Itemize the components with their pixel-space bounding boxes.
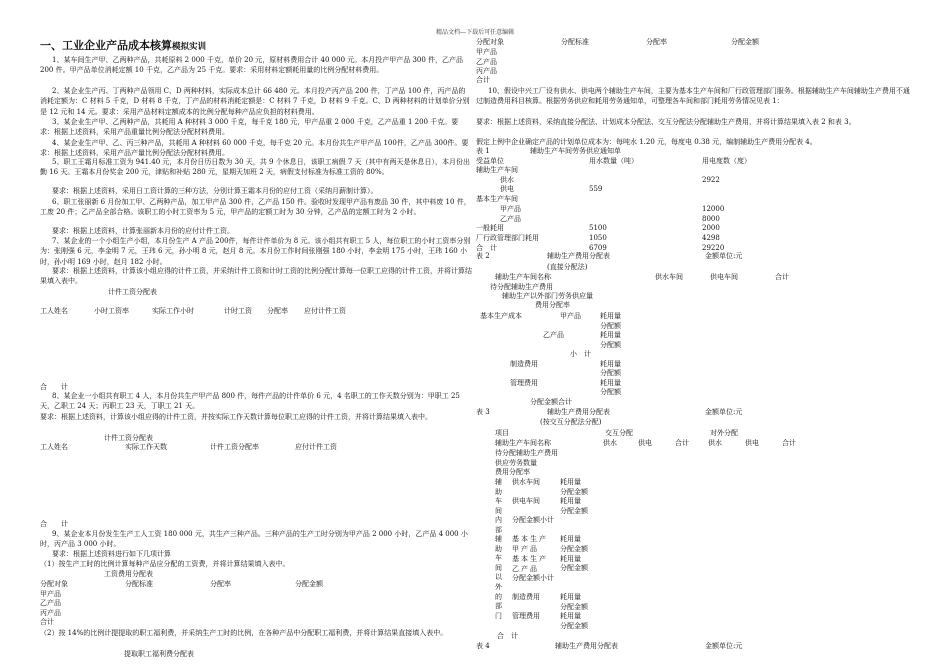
r-table3-elec-used: 耗用量: [560, 497, 581, 505]
r-table2-mgmt: 管理费用: [510, 379, 538, 387]
r-table2-h-total: 合计: [775, 273, 789, 281]
r-table3-water-shop: 供水车间: [512, 478, 540, 486]
r-table3-r3: 费用分配率: [495, 468, 530, 476]
r-table3-baseB-char: 产: [539, 555, 546, 563]
r-table3-baseB-char: 品: [530, 565, 537, 573]
r-table3-inter-char: 辅: [495, 478, 502, 486]
r-table4-title: 辅助生产费用分配表: [555, 642, 618, 650]
table4-title: 提取职工福利费分配表: [124, 650, 194, 658]
r-table3-ext-char: 辅: [495, 535, 502, 543]
r-table3-h-total1: 合计: [675, 439, 689, 447]
r-table2-mfg-used: 耗用量: [600, 360, 621, 368]
rtop-row-a: 甲产品: [476, 48, 497, 56]
r-table3-baseA-char: 生: [530, 535, 537, 543]
problem-6: 6、职工张丽新 6 月份加工甲、乙两种产品，加工甲产品 300 件，乙产品 150 件。验收时发现甲产品有废品 30 件，其中料废 10 件，工废 20 件；乙产品全部合格。该职工的小时工资率为 5 元，甲产品的定额工时为 30 分钟，乙产品的定额工时为 2 小时。: [40, 198, 471, 217]
problem-5: 5、职工王霜月标准工资为 941.40 元，本月份日历日数为 30 天，共 9 个休息日，该职工病假 7 天（其中有两天是休息日），本月份出勤 16 天。王霜本月份奖金 200 元，津贴和补贴 280 元，星期天加班 2 天，病假支付标准为标准工资的 80%。: [40, 158, 471, 177]
problem-9-requirement: 要求：根据上述资料进行如下几项计算: [52, 550, 171, 558]
r-table3-unit: 金额单位:元: [705, 408, 743, 416]
r-table2-subtotal: 小 计: [570, 350, 591, 358]
table2-header-days: 实际工作天数: [125, 443, 167, 451]
r-table4-unit: 金额单位:元: [705, 642, 743, 650]
r-table3-h-elec1: 供电: [638, 439, 652, 447]
table3-header-basis: 分配标准: [125, 580, 153, 588]
table1-total: 合 计: [40, 383, 68, 391]
r-table3-baseA-char: 产: [539, 535, 546, 543]
r-table1-label: 表 1: [476, 147, 490, 155]
table3-total: 合计: [40, 618, 54, 626]
problem-6-requirement: 要求：根据上述资料，计算张丽新本月份的应付计件工资。: [52, 227, 234, 235]
problem-7-requirement: 要求：根据上述资料，计算该小组应得的计件工资，并采纳计件工资和计时工资的比例分配计算每一位职工应得的计件工资，并将计算结果填入表中。: [40, 267, 472, 286]
r-table1-row-name: 一般耗用: [476, 224, 504, 233]
r-table1-row-name: 厂行政管理部门耗用: [476, 233, 539, 242]
r-table2-prodA: 甲产品: [560, 312, 581, 320]
table3-header-rate: 分配率: [210, 580, 231, 588]
table1-title: 计件工资分配表: [108, 288, 157, 296]
r-table3-baseB-char: 生: [530, 555, 537, 563]
r-table3-h-name: 辅助生产车间名称: [495, 439, 551, 447]
r-table2-mgmt-amt: 分配额: [600, 388, 621, 396]
r-table3-baseB-char: 基: [512, 555, 519, 563]
page-title: [40, 39, 206, 54]
problem-7: 7、某企业的一个小组生产小组，本月份生产 A 产品 200件，每件计件单价为 8 元。该小组共有职工 5 人，每位职工的小时工资率分别为：张刚强 6 元，李金明 7 元，王玮 6 元，孙小明 8 元，赵月 8 元。本月份工作时间张刚强 180 小时，李金明 175 小时，王玮 160 小时，孙小明 169 小时，赵月 182 小时。: [40, 237, 471, 266]
problem-5-requirement: 要求：根据上述资料，采用日工资计算的三种方法，分别计算王霜本月份的应付工资（采纳月薪制计算）。: [52, 187, 378, 195]
table3-row-b: 乙产品: [40, 599, 61, 607]
r-table2-h-elec: 供电车间: [710, 273, 738, 281]
watermark: 精品文档---下载后可任意编辑: [436, 29, 515, 36]
table2-header-wage: 应付计件工资: [295, 443, 337, 451]
r-table3-baseA-char: 品: [530, 545, 537, 553]
r-table2-h-water: 供水车间: [655, 273, 683, 281]
table3-header-object: 分配对象: [40, 580, 68, 588]
r-table1-row-water: 5100: [589, 224, 607, 233]
table1-header-rate: 小时工资率: [94, 307, 129, 315]
table3-header-amount: 分配金额: [295, 580, 323, 588]
r-table3-baseB-char: 本: [521, 555, 528, 563]
rtop-row-c: 丙产品: [476, 67, 497, 75]
r-table3-baseA-char: 甲: [512, 545, 519, 553]
problem-3: 3、某企业生产甲、乙两种产品，共耗用 A 种材料 3 000 千克，每千克 180 元，甲产品重 2 000 千克，乙产品重 1 200 千克。要求：根据上述资料，采用产品重量比例分配法分配材料费用。: [40, 118, 459, 137]
problem-9-part2: （2）按 14%的比例计提提取的职工福利费，并采纳生产工时的比例，在各种产品中分配职工福利费，并将计算结果直接填入表中。: [40, 629, 448, 637]
r-table2-r1: 待分配辅助生产费用: [490, 283, 553, 291]
problem-10: 10、假设中兴工厂设有供水、供电两个辅助生产车间，主要为基本生产车间和厂行政管理部门服务。根据辅助生产车间辅助生产费用不通过制造费用科目核算。根据劳务供应和耗用劳务通知单，可整理各车间和部门耗用劳务情况见表 1：: [476, 87, 910, 106]
r-table3-mgmt: 管理费用: [512, 612, 540, 620]
r-table3-mfg-amt: 分配金额: [560, 603, 588, 611]
table2-title: 计件工资分配表: [104, 434, 153, 442]
r-table2-prodB-amt: 分配额: [600, 341, 621, 349]
r-table1-col-water: 用水数量（吨）: [589, 157, 638, 165]
r-table1-row-name: 乙产品: [500, 214, 521, 223]
r-table2-title: 辅助生产费用分配表: [547, 252, 610, 260]
r-table1-row-elec: 2000: [702, 224, 720, 233]
r-table3-baseA-used: 耗用量: [560, 535, 581, 543]
r-table3-ext-char: 的: [495, 592, 502, 601]
r-table3-baseA-amt: 分配金额: [560, 545, 588, 553]
r-table3-item: 项目: [495, 429, 509, 437]
problem-10-requirement: 要求：根据上述资料，采纳直接分配法、计划成本分配法、交互分配法分配辅助生产费用，并将计算结果填入表 2 和表 3。: [476, 118, 856, 126]
r-table1-row-name: 甲产品: [500, 204, 521, 213]
r-table2-r3: 费用分配率: [535, 301, 570, 309]
rtop-row-b: 乙产品: [476, 58, 497, 66]
r-table3-r1: 待分配辅助生产费用: [495, 449, 558, 457]
r-table3-inter-sub: 分配金额小计: [512, 516, 554, 524]
table3-row-c: 丙产品: [40, 609, 61, 617]
r-table3-elec-amt: 分配金额: [560, 507, 588, 515]
r-table3-baseB-amt: 分配金额: [560, 564, 588, 572]
r-table2-r2: 辅助生产以外部门劳务供应量: [502, 292, 593, 300]
problem-1: 1、某车间生产甲、乙两种产品，共耗原料 2 000 千克，单价 20 元，原材料费用合计 40 000 元。本月投产甲产品 300 件，乙产品 200 件。甲产品单位消耗定额 10 千克，乙产品为 25 千克。要求：采用材料定额耗用量的比例分配材料费用。: [40, 56, 464, 75]
r-table3-mfg-used: 耗用量: [560, 593, 581, 601]
r-table3-sum: 合 计: [497, 632, 518, 640]
rtop-row-total: 合计: [476, 76, 490, 84]
problem-10-plan-cost: 假定上例中企业确定产品的计划单位成本为：每吨水 1.20 元，每度电 0.38 元，编制辅助生产费用分配表 4。: [476, 138, 817, 146]
r-table2-mfg-amt: 分配额: [600, 369, 621, 377]
table1-header-hours: 实际工作小时: [152, 307, 194, 315]
r-table1-row-name: 供水: [500, 175, 514, 184]
r-table3-water-amt: 分配金额: [560, 488, 588, 496]
table1-header-name: 工人姓名: [40, 307, 68, 315]
r-table2-sum: 分配金额合计: [530, 398, 572, 406]
r-table1-row-elec: 4298: [702, 233, 720, 242]
table2-header-name: 工人姓名: [40, 443, 68, 451]
r-table3-ext-char: 门: [495, 611, 502, 620]
r-table3-baseB-char: 乙: [512, 565, 519, 573]
problem-8: 8、某企业一小组共有职工 4 人，本月份共生产甲产品 800 件，每件产品的计件单价 6 元，4 名职工的工作天数分别为：甲职工 25 天，乙职工 24 天；丙职工 23 天，丁职工 21 天。: [40, 392, 460, 411]
problem-2: 2、某企业生产丙、丁两种产品领用 C、D 两种材料，实际成本总计 66 480 元。本月投产丙产品 200 件，丁产品 100 件，丙产品的消耗定额为：C 材料 5 千克，D 材料 8 千克，丁产品的材料消耗定额是：C 材料 7 千克，D 材料 9 千克。C、D 两种材料的计划单价分别是 12 元和 14 元。要求：采用产品材料定额成本的比例分配每种产品应负担的材料费用。: [40, 87, 470, 116]
r-table1-row-name: 基本生产车间: [476, 195, 518, 204]
r-table1-row-elec: 2922: [702, 175, 720, 184]
r-table1-row-name: 供电: [500, 185, 514, 194]
r-table1-row-elec: 12000: [702, 204, 725, 213]
r-table3-label: 表 3: [476, 408, 490, 416]
r-table3-baseA-char: 产: [521, 545, 528, 553]
r-table4-label: 表 4: [476, 642, 490, 650]
problem-4: 4、某企业生产甲、乙、丙三种产品，共耗用 A 种材料 60 000 千克，每千克 20 元。本月份共生产甲产品 100件，乙产品 300件。要求：根据上述资料，采用产品产量比例分配法分配材料费用。: [40, 139, 469, 158]
r-table3-method: (按交互分配法分配): [540, 418, 602, 426]
rtop-header-object: 分配对象: [476, 38, 504, 46]
r-table1-row-water: 559: [589, 185, 603, 194]
r-table1-row-water: 1050: [589, 233, 607, 242]
r-table2-unit: 金额单位:元: [705, 252, 743, 260]
r-table1-row-elec: 29220: [702, 243, 725, 252]
r-table3-ext-char: 外: [495, 583, 502, 591]
r-table3-ext-char: 间: [495, 563, 502, 572]
r-table3-h-elec2: 供电: [745, 439, 759, 447]
table1-header-timewage: 计时工资: [224, 307, 252, 315]
r-table1-row-elec: 8000: [702, 214, 720, 223]
r-table2-mfg: 制造费用: [510, 360, 538, 368]
r-table2-prodB: 乙产品: [543, 331, 564, 339]
r-table3-ext-alloc: 对外分配: [710, 429, 738, 437]
problem-8-requirement: 要求：根据上述资料，计算该小组应得的计件工资，并按实际工作天数计算每位职工应得的计件工资，并将计算结果填入表中。: [40, 413, 432, 421]
table2-header-rate: 计件工资分配率: [210, 443, 259, 451]
title-sub: 模拟实训: [172, 42, 207, 52]
r-table1-title: 辅助生产车间劳务供应通知单: [530, 147, 621, 155]
r-table3-ext-char: 以: [495, 573, 502, 582]
r-table2-prodA-used: 耗用量: [600, 312, 621, 320]
r-table3-title: 辅助生产费用分配表: [547, 408, 610, 416]
r-table3-mgmt-used: 耗用量: [560, 612, 581, 620]
r-table2-h-name: 辅助生产车间名称: [495, 273, 551, 281]
r-table3-baseA-char: 本: [521, 535, 528, 543]
problem-9-part1: （1）按生产工时的比例计算每种产品应分配的工资费，并将计算结果填入表中。: [40, 560, 290, 568]
r-table3-h-total2: 合计: [782, 439, 796, 447]
r-table3-h-water1: 供水: [603, 439, 617, 447]
r-table2-mgmt-used: 耗用量: [600, 379, 621, 387]
r-table3-inter-char: 助: [495, 487, 502, 496]
title-main: 一、工业企业产品成本核算: [40, 39, 172, 52]
r-table3-mfg: 制造费用: [512, 593, 540, 601]
rtop-header-rate: 分配率: [646, 38, 667, 46]
table1-header-piecewage: 应付计件工资: [304, 307, 346, 315]
r-table3-ext-char: 车: [495, 554, 502, 563]
r-table2-prodB-used: 耗用量: [600, 331, 621, 339]
r-table1-row-name: 合 计: [476, 243, 497, 252]
r-table1-col-elec: 用电度数（度）: [702, 157, 751, 165]
r-table3-ext-char: 助: [495, 544, 502, 553]
r-table3-baseA-char: 基: [512, 535, 519, 543]
table3-title: 工资费用分配表: [104, 570, 153, 578]
r-table2-method: (直接分配法): [547, 263, 588, 271]
r-table3-h-water2: 供水: [708, 439, 722, 447]
r-table3-ext-char: 部: [495, 602, 502, 611]
r-table3-inter-char: 内: [495, 516, 502, 525]
r-table1-row-name: 辅助生产车间: [476, 166, 518, 174]
table1-header-ratio: 分配率: [267, 307, 288, 315]
r-table3-water-used: 耗用量: [560, 478, 581, 486]
r-table2-label: 表 2: [476, 252, 490, 260]
r-table3-baseB-used: 耗用量: [560, 555, 581, 563]
r-table3-mgmt-amt: 分配金额: [560, 622, 588, 630]
rtop-header-basis: 分配标准: [561, 38, 589, 46]
problem-9: 9、某企业本月份发生生产工人工资 180 000 元，共生产三种产品。三种产品的生产工时分别为甲产品 2 000 小时，乙产品 4 000 小时，丙产品 3 000 小时。: [40, 530, 468, 549]
r-table3-inter-char: 部: [495, 526, 502, 534]
rtop-header-amount: 分配金额: [731, 38, 759, 46]
r-table3-elec-shop: 供电车间: [512, 497, 540, 505]
r-table3-inter-alloc: 交互分配: [605, 429, 633, 437]
r-table1-col-beneficiary: 受益单位: [476, 157, 504, 165]
r-table2-base: 基本生产成本: [480, 312, 522, 320]
r-table3-inter-char: 车: [495, 497, 502, 506]
r-table3-r2: 供应劳务数量: [495, 459, 537, 467]
r-table3-inter-char: 间: [495, 506, 502, 515]
r-table2-prodA-amt: 分配额: [600, 322, 621, 330]
table2-total: 合 计: [40, 520, 68, 528]
r-table3-baseB-char: 产: [521, 565, 528, 573]
r-table3-ext-sub: 分配金额小计: [512, 574, 554, 582]
r-table1-row-water: 6709: [589, 243, 607, 252]
table3-row-a: 甲产品: [40, 590, 61, 598]
